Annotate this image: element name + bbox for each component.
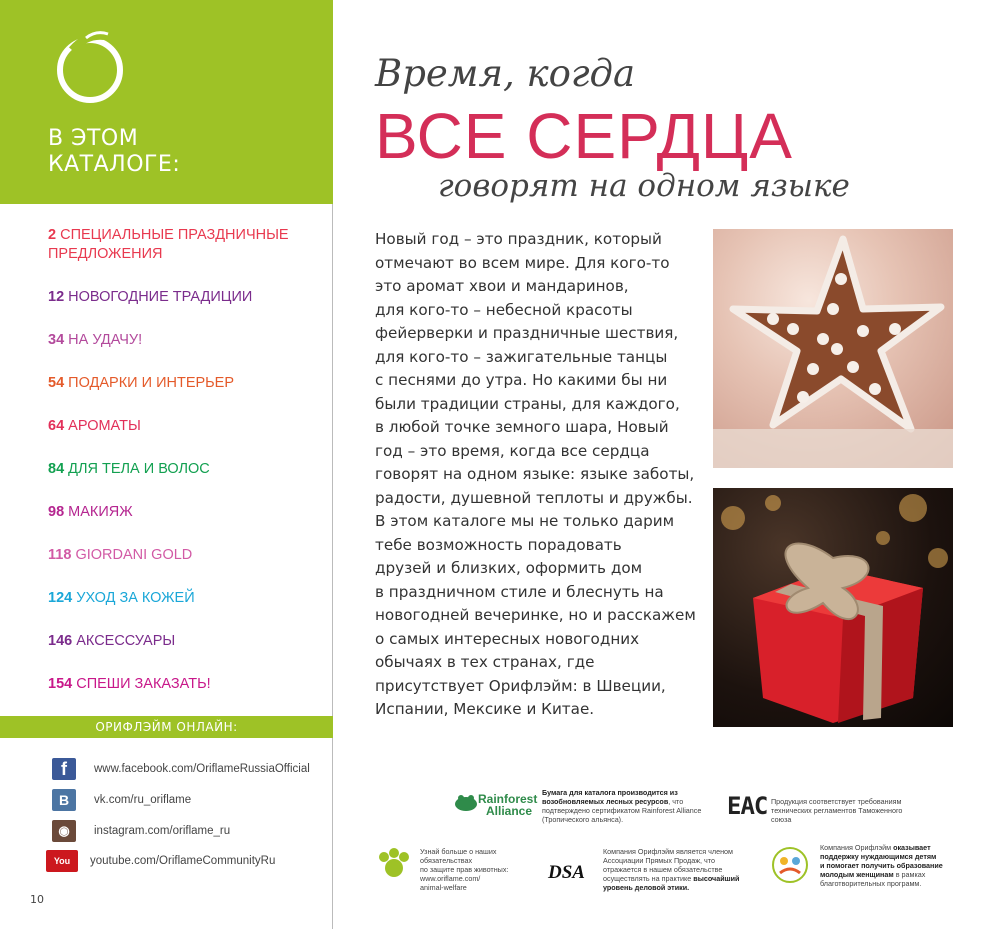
toc-label: МАКИЯЖ bbox=[68, 504, 133, 520]
red-gift-box-photo bbox=[713, 488, 953, 727]
gift-box-image bbox=[713, 488, 953, 727]
logo-text: Alliance bbox=[486, 804, 533, 818]
note-text: , что bbox=[668, 797, 684, 806]
social-link-vk[interactable] bbox=[52, 789, 332, 811]
note-bold: поддержку нуждающимся детям bbox=[820, 852, 937, 861]
text-line: Испании, Мексике и Китае. bbox=[375, 700, 595, 718]
text-line: новогодней вечеринке, но и расскажем bbox=[375, 606, 696, 624]
toc-page-number: 54 bbox=[48, 375, 65, 391]
toc-item-makeup[interactable] bbox=[48, 503, 328, 522]
note-text: Продукция соответствует требованиям bbox=[771, 797, 902, 806]
note-text: (Тропического альянса). bbox=[542, 815, 624, 824]
social-link-facebook[interactable] bbox=[52, 758, 332, 780]
text-line: это аромат хвои и мандаринов, bbox=[375, 277, 629, 295]
gingerbread-star-photo bbox=[713, 229, 953, 468]
social-link-text: www.facebook.com/OriflameRussiaOfficial bbox=[94, 763, 310, 775]
facebook-icon: f bbox=[52, 758, 76, 780]
charity-note bbox=[820, 843, 970, 888]
text-line: В этом каталоге мы не только дарим bbox=[375, 512, 675, 530]
catalog-title-line2: КАТАЛОГЕ: bbox=[48, 152, 181, 177]
charity-foundation-icon bbox=[770, 845, 810, 885]
catalog-title bbox=[48, 126, 180, 178]
intro-paragraph bbox=[375, 228, 707, 722]
headline-line3: говорят на одном языке bbox=[438, 168, 850, 204]
note-text: www.oriflame.com/ bbox=[420, 874, 481, 883]
note-text: Компания Орифлэйм является членом bbox=[603, 847, 733, 856]
text-line: в любой точке земного шара, Новый bbox=[375, 418, 669, 436]
note-text: подтверждено сертификатом Rainforest Alliance bbox=[542, 806, 702, 815]
note-bold: возобновляемых лесных ресурсов bbox=[542, 797, 669, 806]
note-text: Узнай больше о наших bbox=[420, 847, 497, 856]
text-line: с песнями до утра. Но какими бы ни bbox=[375, 371, 668, 389]
toc-item-body-hair[interactable] bbox=[48, 460, 328, 479]
text-line: отмечают во всем мире. Для кого-то bbox=[375, 253, 670, 272]
text-line: в праздничном стиле и блеснуть на bbox=[375, 582, 664, 601]
headline-main: ВСЕ СЕРДЦА bbox=[375, 100, 793, 172]
toc-item-special-offers[interactable] bbox=[48, 226, 328, 264]
note-bold: оказывает bbox=[893, 843, 931, 852]
toc-page-number: 2 bbox=[48, 227, 57, 243]
animal-welfare-note bbox=[420, 847, 530, 892]
text-line: о самых интересных новогодних bbox=[375, 629, 640, 648]
text-line: для кого-то – небесной красоты bbox=[375, 300, 633, 319]
text-line: обычаях в тех странах, где bbox=[375, 653, 595, 671]
note-text: Компания Орифлэйм bbox=[820, 843, 894, 852]
toc-item-new-year-traditions[interactable] bbox=[48, 288, 328, 307]
rainforest-alliance-logo bbox=[478, 793, 537, 817]
text-line: тебе возможность порадовать bbox=[375, 535, 622, 554]
catalog-title-line1: В ЭТОМ bbox=[48, 126, 139, 151]
note-bold: молодым женщинам bbox=[820, 870, 894, 879]
text-line: друзей и близких, оформить дом bbox=[375, 559, 643, 577]
text-line: были традиции страны, для каждого, bbox=[375, 394, 680, 413]
toc-label: НА УДАЧУ! bbox=[68, 332, 143, 348]
toc-page-number: 64 bbox=[48, 418, 65, 434]
note-bold: и помогает получить образование bbox=[820, 861, 943, 870]
page-number: 10 bbox=[30, 893, 44, 906]
gingerbread-star-image bbox=[713, 229, 953, 468]
toc-item-accessories[interactable] bbox=[48, 632, 328, 651]
toc-label: АКСЕССУАРЫ bbox=[76, 633, 176, 649]
toc-label: АРОМАТЫ bbox=[68, 418, 141, 434]
note-text: обязательствах bbox=[420, 856, 473, 865]
note-bold: уровень деловой этики. bbox=[603, 883, 690, 892]
youtube-icon: You bbox=[46, 850, 78, 872]
dsa-logo-icon: DSA bbox=[548, 862, 585, 883]
note-text: Ассоциации Прямых Продаж, что bbox=[603, 856, 715, 865]
toc-item-fragrances[interactable] bbox=[48, 417, 328, 436]
toc-item-order-now[interactable] bbox=[48, 675, 328, 694]
text-line: присутствует Орифлэйм: в Швеции, bbox=[375, 676, 666, 695]
note-text: по защите прав животных: bbox=[420, 865, 509, 874]
toc-page-number: 98 bbox=[48, 504, 65, 520]
toc-label: ПОДАРКИ И ИНТЕРЬЕР bbox=[68, 375, 235, 391]
toc-label-continued: ПРЕДЛОЖЕНИЯ bbox=[48, 246, 163, 262]
toc-page-number: 154 bbox=[48, 676, 73, 692]
text-line: радости, душевной теплоты и дружбы. bbox=[375, 488, 693, 507]
text-line: говорят на одном языке: языке заботы, bbox=[375, 465, 695, 483]
toc-page-number: 124 bbox=[48, 590, 73, 606]
note-text: благотворительных программ. bbox=[820, 879, 922, 888]
toc-page-number: 12 bbox=[48, 289, 65, 305]
toc-page-number: 84 bbox=[48, 461, 65, 477]
social-link-instagram[interactable] bbox=[52, 820, 332, 842]
toc-page-number: 146 bbox=[48, 633, 73, 649]
toc-page-number: 118 bbox=[48, 547, 72, 563]
text-line: Новый год – это праздник, который bbox=[375, 230, 662, 248]
note-text: в рамках bbox=[893, 870, 926, 879]
vk-icon: В bbox=[52, 789, 76, 811]
eac-mark-icon: EAC bbox=[727, 792, 768, 820]
dsa-membership-note bbox=[603, 847, 753, 892]
toc-item-gifts-interior[interactable] bbox=[48, 374, 328, 393]
headline-line1: Время, когда bbox=[375, 52, 636, 95]
toc-page-number: 34 bbox=[48, 332, 65, 348]
logo-text: Rainforest bbox=[478, 792, 538, 806]
note-bold: высочайший bbox=[693, 874, 740, 883]
toc-label: GIORDANI GOLD bbox=[75, 547, 193, 563]
catalog-header-box bbox=[0, 0, 333, 204]
text-line: год – это время, когда все сердца bbox=[375, 441, 650, 460]
toc-label: СПЕШИ ЗАКАЗАТЬ! bbox=[76, 676, 211, 692]
social-link-youtube[interactable] bbox=[52, 850, 332, 872]
note-text: технических регламентов Таможенного bbox=[771, 806, 903, 815]
social-link-text: instagram.com/oriflame_ru bbox=[94, 825, 231, 837]
note-text: animal-welfare bbox=[420, 883, 467, 892]
oriflame-logo-icon bbox=[52, 28, 128, 104]
paw-print-icon bbox=[376, 846, 412, 882]
toc-item-for-luck[interactable] bbox=[48, 331, 328, 350]
note-text: отражается в нашем обязательстве bbox=[603, 865, 723, 874]
toc-label: УХОД ЗА КОЖЕЙ bbox=[76, 590, 195, 606]
instagram-icon: ◉ bbox=[52, 820, 76, 842]
oriflame-online-heading: ОРИФЛЭЙМ ОНЛАЙН: bbox=[0, 716, 333, 738]
eac-compliance-note bbox=[771, 797, 931, 824]
toc-item-skin-care[interactable] bbox=[48, 589, 328, 608]
text-line: для кого-то – зажигательные танцы bbox=[375, 347, 668, 366]
paper-certification-note bbox=[542, 788, 710, 824]
note-text: союза bbox=[771, 815, 792, 824]
rainforest-frog-icon bbox=[452, 792, 480, 814]
toc-label: СПЕЦИАЛЬНЫЕ ПРАЗДНИЧНЫЕ bbox=[60, 227, 289, 243]
toc-label: НОВОГОДНИЕ ТРАДИЦИИ bbox=[68, 289, 253, 305]
note-bold: Бумага для каталога производится из bbox=[542, 788, 678, 797]
social-link-text: vk.com/ru_oriflame bbox=[94, 794, 192, 806]
toc-item-giordani-gold[interactable] bbox=[48, 546, 328, 565]
note-text: осуществлять на практике bbox=[603, 874, 694, 883]
sidebar bbox=[0, 0, 333, 929]
toc-label: ДЛЯ ТЕЛА И ВОЛОС bbox=[68, 461, 210, 477]
text-line: фейерверки и праздничные шествия, bbox=[375, 324, 679, 342]
social-link-text: youtube.com/OriflameCommunityRu bbox=[90, 855, 276, 867]
